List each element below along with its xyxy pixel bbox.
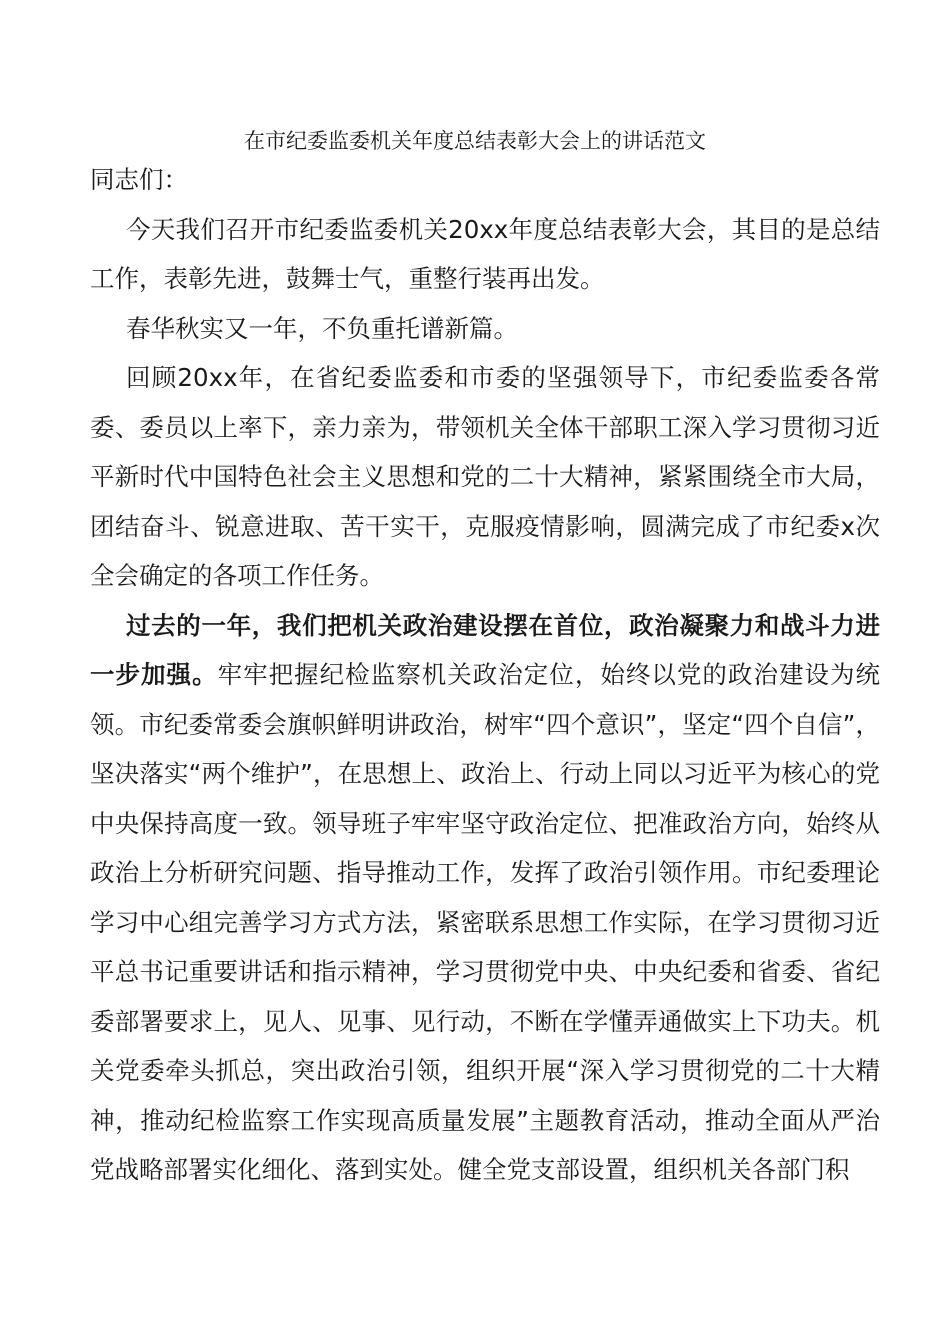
salutation: 同志们： [90,165,188,194]
document-body [90,155,880,1195]
paragraph-political-building [90,601,880,1195]
paragraph-motto: 春华秋实又一年，不负重托谱新篇。 [126,313,518,343]
paragraph-opening: 今天我们召开市纪委监委机关20xx年度总结表彰大会，其目的是总结工作，表彰先进，鼓舞士气，重整行装再出发。 [90,214,880,293]
paragraph-review: 回顾20xx年，在省纪委监委和市委的坚强领导下，市纪委监委各常委、委员以上率下，亲力亲为，带领机关全体干部职工深入学习贯彻习近平新时代中国特色社会主义思想和党的二十大精神，紧紧围绕全市大局，团结奋斗、锐意进取、苦干实干，克服疫情影响，圆满完成了市纪委x次全会确定的各项工作任务。 [90,363,880,590]
section-lead-heading: 过去的一年，我们把机关政治建设摆在首位，政治凝聚力和战斗力进一步加强。 [90,610,880,689]
document-title: 在市纪委监委机关年度总结表彰大会上的讲话范文 [244,129,706,153]
section-body-text: 牢牢把握纪检监察机关政治定位，始终以党的政治建设为统领。市纪委常委会旗帜鲜明讲政治，树牢“四个意识”，坚定“四个自信”，坚决落实“两个维护”，在思想上、政治上、行动上同以习近平为核心的党中央保持高度一致。领导班子牢牢坚守政治定位、把准政治方向，始终从政治上分析研究问题、指导推动工作，发挥了政治引领作用。市纪委理论学习中心组完善学习方式方法，紧密联系思想工作实际，在学习贯彻习近平总书记重要讲话和指示精神，学习贯彻党中央、中央纪委和省委、省纪委部署要求上，见人、见事、见行动，不断在学懂弄通做实上下功夫。机关党委牵头抓总，突出政治引领，组织开展“深入学习贯彻党的二十大精神，推动纪检监察工作实现高质量发展”主题教育活动，推动全面从严治党战略部署实化细化、落到实处。健全党支部设置，组织机关各部门积 [90,660,881,1184]
